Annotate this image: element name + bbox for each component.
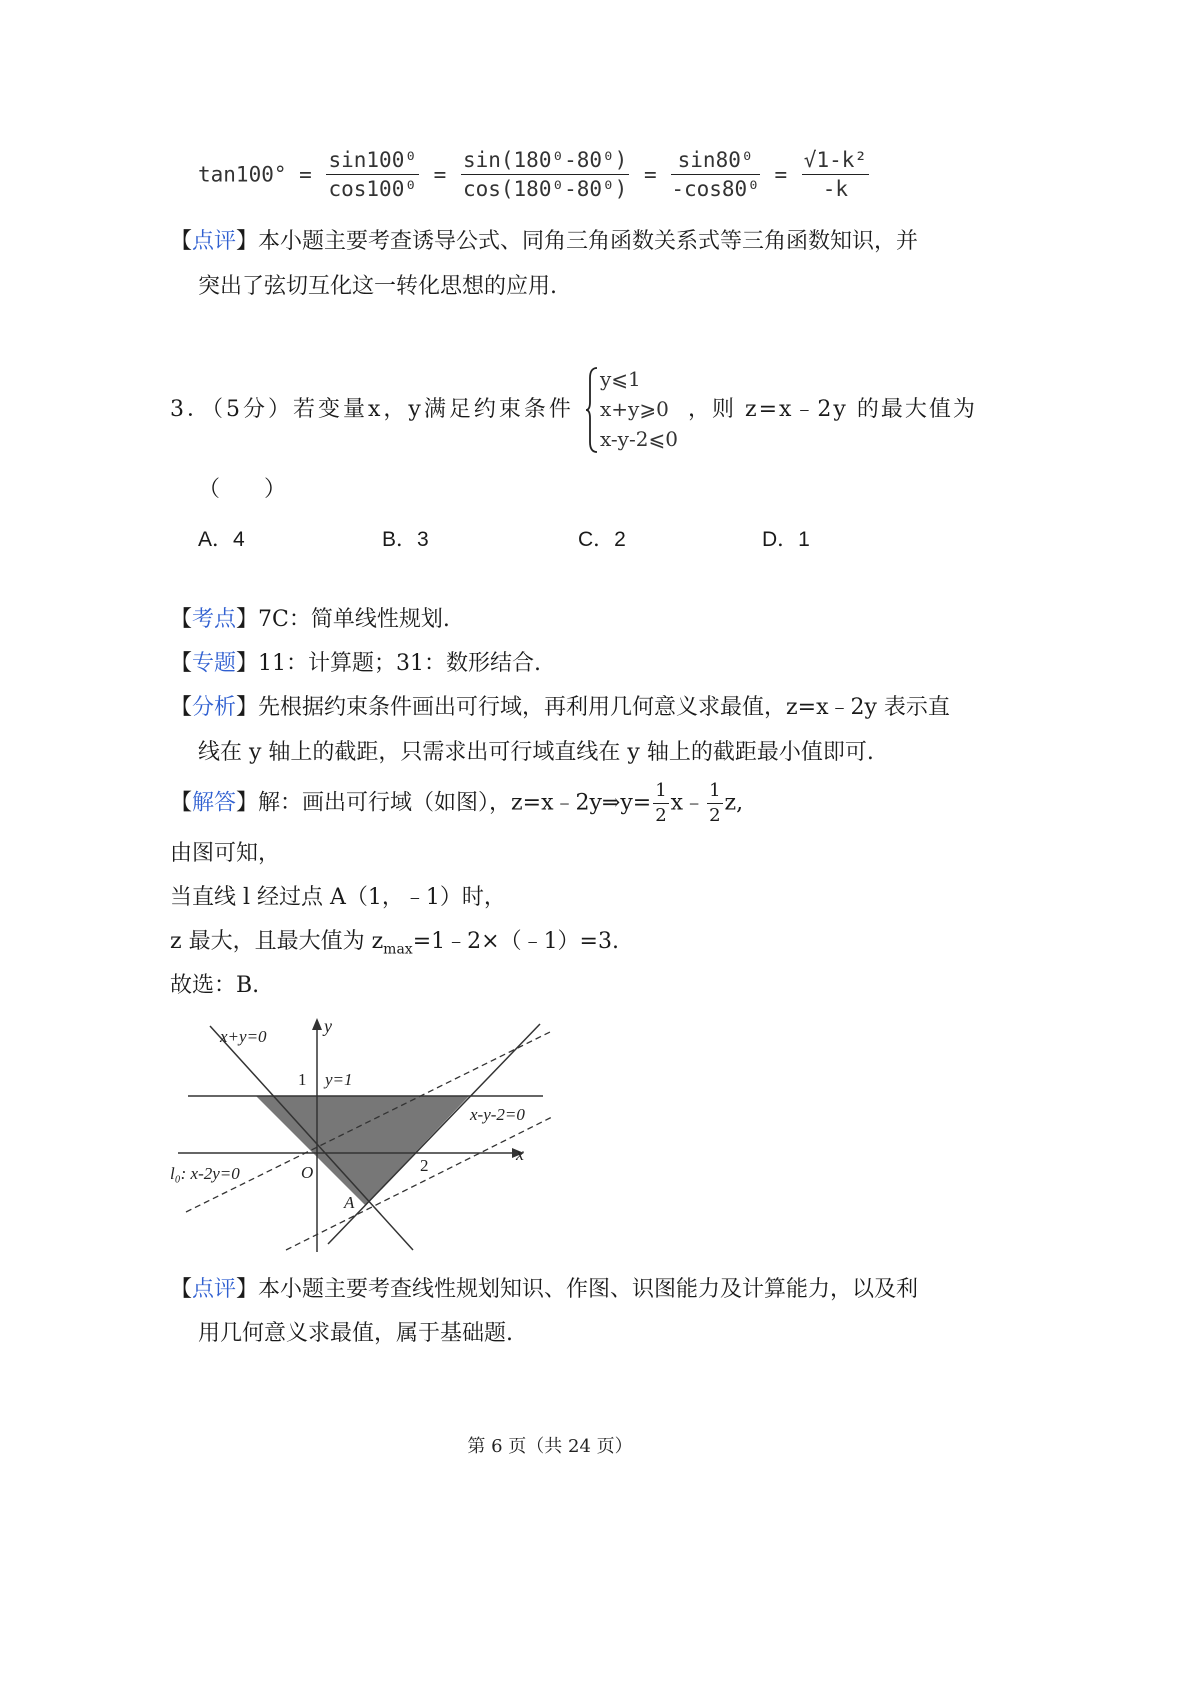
kaodian-text: 7C：简单线性规划. [258,607,450,632]
tag-bracket-close: 】 [236,651,259,676]
comment1-line1 [170,226,918,258]
eq-sign: = [299,162,312,187]
solution-line-2: 当直线 l 经过点 A（1，﹣1）时， [170,885,506,910]
label-tick-2: 2 [420,1156,429,1175]
frac-den: cos100⁰ [328,177,417,201]
tag-word-dianping: 点评 [192,229,237,254]
label-y-axis: y [324,1016,332,1036]
question-prefix: 3．（5分）若变量x，y满足约束条件 [170,397,574,422]
jieda-line [170,781,743,826]
tag-word-jieda: 解答 [192,790,237,816]
kaodian-line [170,604,450,636]
frac-den: 2 [709,805,721,826]
fraction-4 [802,148,869,201]
fraction-2 [461,148,629,201]
tag-bracket-open: 【 [170,229,193,254]
label-y-eq-1: y=1 [325,1070,353,1089]
option-d[interactable]: D．1 [762,528,810,551]
tag-bracket-open: 【 [170,695,193,720]
zhuanti-line [170,648,541,680]
frac-num: 1 [653,781,668,804]
tag-bracket-open: 【 [170,651,193,676]
constraint-1: y⩽1 [600,367,641,391]
tag-bracket-open: 【 [170,790,193,816]
tag-word-zhuanti: 专题 [192,651,237,676]
label-x-minus-y: x-y-2=0 [470,1105,525,1124]
brace-icon [585,366,599,454]
feasible-region-graph [168,1012,568,1257]
solution-line-3 [170,926,619,965]
y-axis-arrow-icon [312,1018,322,1030]
frac-den: -cos80⁰ [671,177,760,201]
eq-sign: = [644,162,657,187]
label-x-plus-y: x+y=0 [220,1027,267,1046]
tag-word-kaodian: 考点 [192,607,237,632]
fraction-1 [326,148,419,201]
eq-sign: = [433,162,447,187]
frac-den: -k [822,177,849,201]
option-c[interactable]: C．2 [578,528,626,551]
comment2-text: 本小题主要考查线性规划知识、作图、识图能力及计算能力，以及利 [258,1277,919,1302]
fenxi-text: 先根据约束条件画出可行域，再利用几何意义求最值，z=x﹣2y 表示直 [258,695,950,720]
frac-num: sin80⁰ [671,148,760,175]
tag-word-fenxi: 分析 [192,695,237,720]
constraint-2: x+y⩾0 [600,397,669,421]
frac-num: sin(180⁰-80⁰) [461,148,629,175]
jieda-text-post: z, [724,790,744,816]
jieda-text-mid: x﹣ [670,790,706,816]
answer-paren: （ ） [198,477,287,502]
fraction-3 [671,148,760,201]
fraction-half-2 [707,781,722,826]
solution-l3-post: =1﹣2×（﹣1）=3. [412,929,619,954]
fenxi-line2: 线在 y 轴上的截距，只需求出可行域直线在 y 轴上的截距最小值即可. [198,740,874,765]
question-suffix: ，则 z=x﹣2y 的最大值为 [688,397,977,422]
solution-line-4: 故选：B. [170,973,260,998]
constraint-list [600,364,678,454]
comment2-line1 [170,1274,918,1306]
tan-formula [198,148,871,201]
frac-den: cos(180⁰-80⁰) [462,177,628,201]
label-x-axis: x [516,1144,524,1164]
formula-lhs: tan100° [198,162,287,187]
comment1-text: 本小题主要考查诱导公式、同角三角函数关系式等三角函数知识，并 [258,229,919,254]
label-origin: O [301,1163,314,1182]
comment2-line2: 用几何意义求最值，属于基础题. [198,1321,513,1346]
tag-bracket-close: 】 [236,229,259,254]
option-b[interactable]: B．3 [382,528,429,551]
solution-line-1: 由图可知， [170,841,281,866]
option-a[interactable]: A．4 [198,528,245,551]
label-point-a: A [344,1193,355,1212]
tag-bracket-close: 】 [236,1277,259,1302]
constraint-brace [585,366,599,454]
tag-bracket-close: 】 [236,695,259,720]
frac-num: √1-k² [802,148,869,175]
constraint-3: x-y-2⩽0 [600,427,678,451]
comment1-line2: 突出了弦切互化这一转化思想的应用. [198,274,557,299]
eq-sign: = [774,162,788,187]
label-l0: l₀: x-2y=0 [170,1164,240,1183]
tag-bracket-close: 】 [236,790,259,816]
frac-num: 1 [707,781,722,804]
solution-l3-sub: max [383,941,413,958]
page-footer: 第 6 页（共 24 页） [467,1436,633,1457]
tag-bracket-close: 】 [236,607,259,632]
jieda-text-pre: 解：画出可行域（如图），z=x﹣2y⇒y= [258,790,652,816]
tag-bracket-open: 【 [170,1277,193,1302]
tag-word-dianping-2: 点评 [192,1277,237,1302]
frac-den: 2 [655,805,667,826]
tag-bracket-open: 【 [170,607,193,632]
zhuanti-text: 11：计算题；31：数形结合. [258,651,542,676]
label-tick-1: 1 [298,1070,307,1089]
fenxi-line1 [170,692,950,724]
fraction-half-1 [653,781,668,826]
frac-num: sin100⁰ [326,148,419,175]
solution-l3-pre: z 最大，且最大值为 z [170,929,384,954]
